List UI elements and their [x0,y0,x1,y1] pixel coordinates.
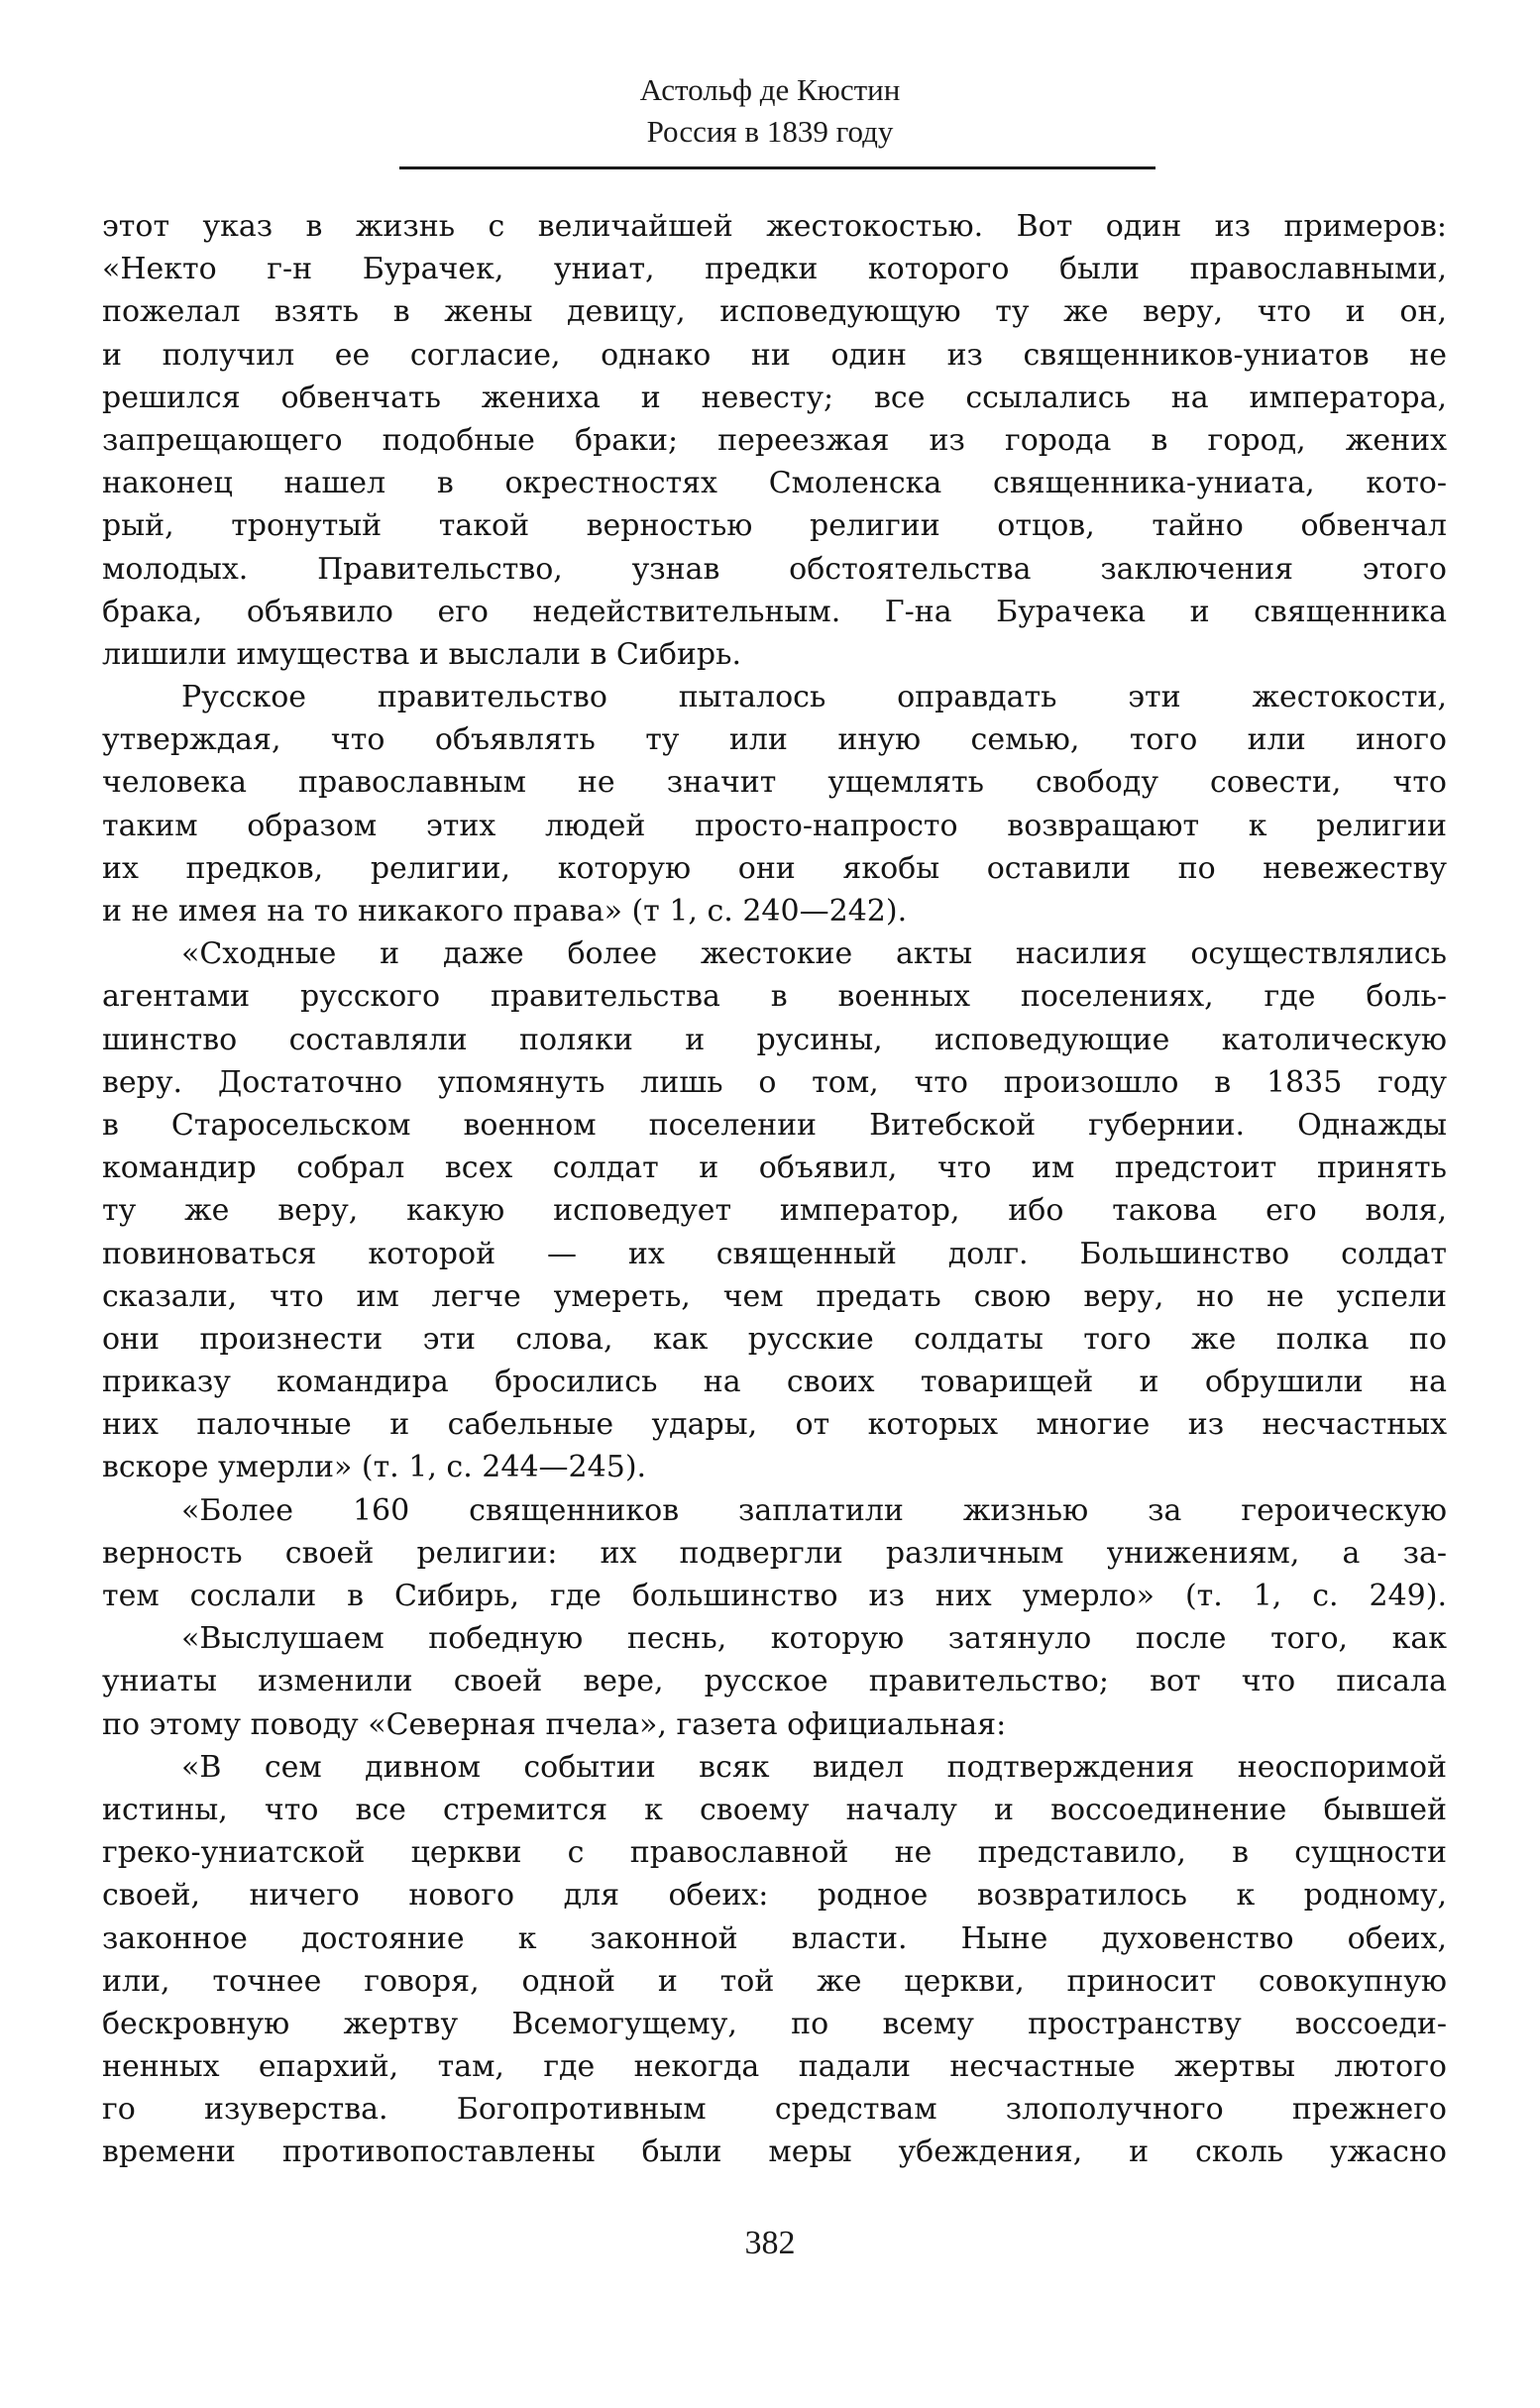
text-line: греко-униатской церкви с православной не представило, в сущности [102,1835,1447,1871]
text-line: верность своей религии: их подвергли различным унижениям, а за- [102,1535,1447,1571]
text-line: таким образом этих людей просто-напросто возвращают к религии [102,808,1447,843]
text-line: них палочные и сабельные удары, от которых многие из несчастных [102,1407,1447,1443]
text-line: по этому поводу «Северная пчела», газета официальная: [102,1706,1007,1742]
text-line: решился обвенчать жениха и невесту; все ссылались на императора, [102,380,1447,415]
text-line: и получил ее согласие, однако ни один из священников-униатов не [102,337,1447,373]
text-line: лишили имущества и выслали в Сибирь. [102,636,741,672]
running-head [0,69,1540,153]
text-line: шинство составляли поляки и русины, исповедующие католическую [102,1022,1447,1057]
text-line: своей, ничего нового для обеих: родное возвратилось к родному, [102,1878,1447,1914]
text-line: «В сем дивном событии всяк видел подтверждения неоспоримой [181,1749,1447,1785]
text-line: времени противопоставлены были меры убеждения, и сколь ужасно [102,2134,1447,2170]
text-line: и не имея на то никакого права» (т 1, с. 240—242). [102,894,908,929]
text-line: ту же веру, какую исповедует император, ибо такова его воля, [102,1193,1447,1229]
running-head-title: Россия в 1839 году [646,114,894,149]
text-line: командир собрал всех солдат и объявил, что им предстоит принять [102,1150,1447,1186]
text-line: ненных епархий, там, где некогда падали несчастные жертвы лютого [102,2049,1447,2085]
text-line: Русское правительство пыталось оправдать эти жестокости, [181,680,1447,715]
text-line: го изуверства. Богопротивным средствам злополучного прежнего [102,2092,1447,2128]
text-line: утверждая, что объявлять ту или иную семью, того или иного [102,722,1447,758]
text-line: их предков, религии, которую они якобы оставили по невежеству [102,850,1447,886]
text-line: «Сходные и даже более жестокие акты насилия осуществлялись [181,936,1447,972]
text-line: вскоре умерли» (т. 1, с. 244—245). [102,1450,647,1485]
text-line: «Некто г-н Бурачек, униат, предки которого были православными, [102,252,1447,287]
text-line: пожелал взять в жены девицу, исповедующую ту же веру, что и он, [102,294,1447,330]
text-line: «Выслушаем победную песнь, которую затянуло после того, как [181,1621,1447,1657]
text-line: сказали, что им легче умереть, чем предать свою веру, но не успели [102,1278,1447,1314]
text-line: бескровную жертву Всемогущему, по всему пространству воссоеди- [102,2006,1447,2041]
text-line: этот указ в жизнь с величайшей жестокостью. Вот один из примеров: [102,209,1447,244]
text-line: наконец нашел в окрестностях Смоленска священника-униата, кото- [102,466,1447,501]
page-number: 382 [744,2225,796,2261]
text-line: истины, что все стремится к своему началу и воссоединение бывшей [102,1792,1447,1827]
text-line: веру. Достаточно упомянуть лишь о том, что произошло в 1835 году [102,1064,1447,1100]
text-line: законное достояние к законной власти. Ныне духовенство обеих, [102,1920,1447,1956]
text-line: молодых. Правительство, узнав обстоятельства заключения этого [102,551,1447,587]
text-line: агентами русского правительства в военных поселениях, где боль- [102,979,1447,1015]
text-line: человека православным не значит ущемлять свободу совести, что [102,765,1447,801]
text-line: они произнести эти слова, как русские солдаты того же полка по [102,1321,1447,1357]
running-head-author: Астольф де Кюстин [639,72,901,107]
text-line: тем сослали в Сибирь, где большинство из них умерло» (т. 1, с. 249). [102,1579,1447,1613]
text-line: запрещающего подобные браки; переезжая из города в город, жених [102,422,1447,458]
text-line: или, точнее говоря, одной и той же церкви, приносит совокупную [102,1963,1447,1999]
text-line: приказу командира бросились на своих товарищей и обрушили на [102,1365,1447,1400]
text-line: рый, тронутый такой верностью религии отцов, тайно обвенчал [102,508,1447,544]
text-line: повиноваться которой — их священный долг. Большинство солдат [102,1236,1447,1271]
text-line: униаты изменили своей вере, русское правительство; вот что писала [102,1664,1447,1699]
text-line: в Старосельском военном поселении Витебской губернии. Однажды [102,1107,1447,1143]
body-text [102,205,1447,2174]
text-line: брака, объявило его недействительным. Г-на Бурачека и священника [102,594,1447,629]
header-rule [399,166,1155,169]
text-line: «Более 160 священников заплатили жизнью за героическую [181,1492,1447,1528]
